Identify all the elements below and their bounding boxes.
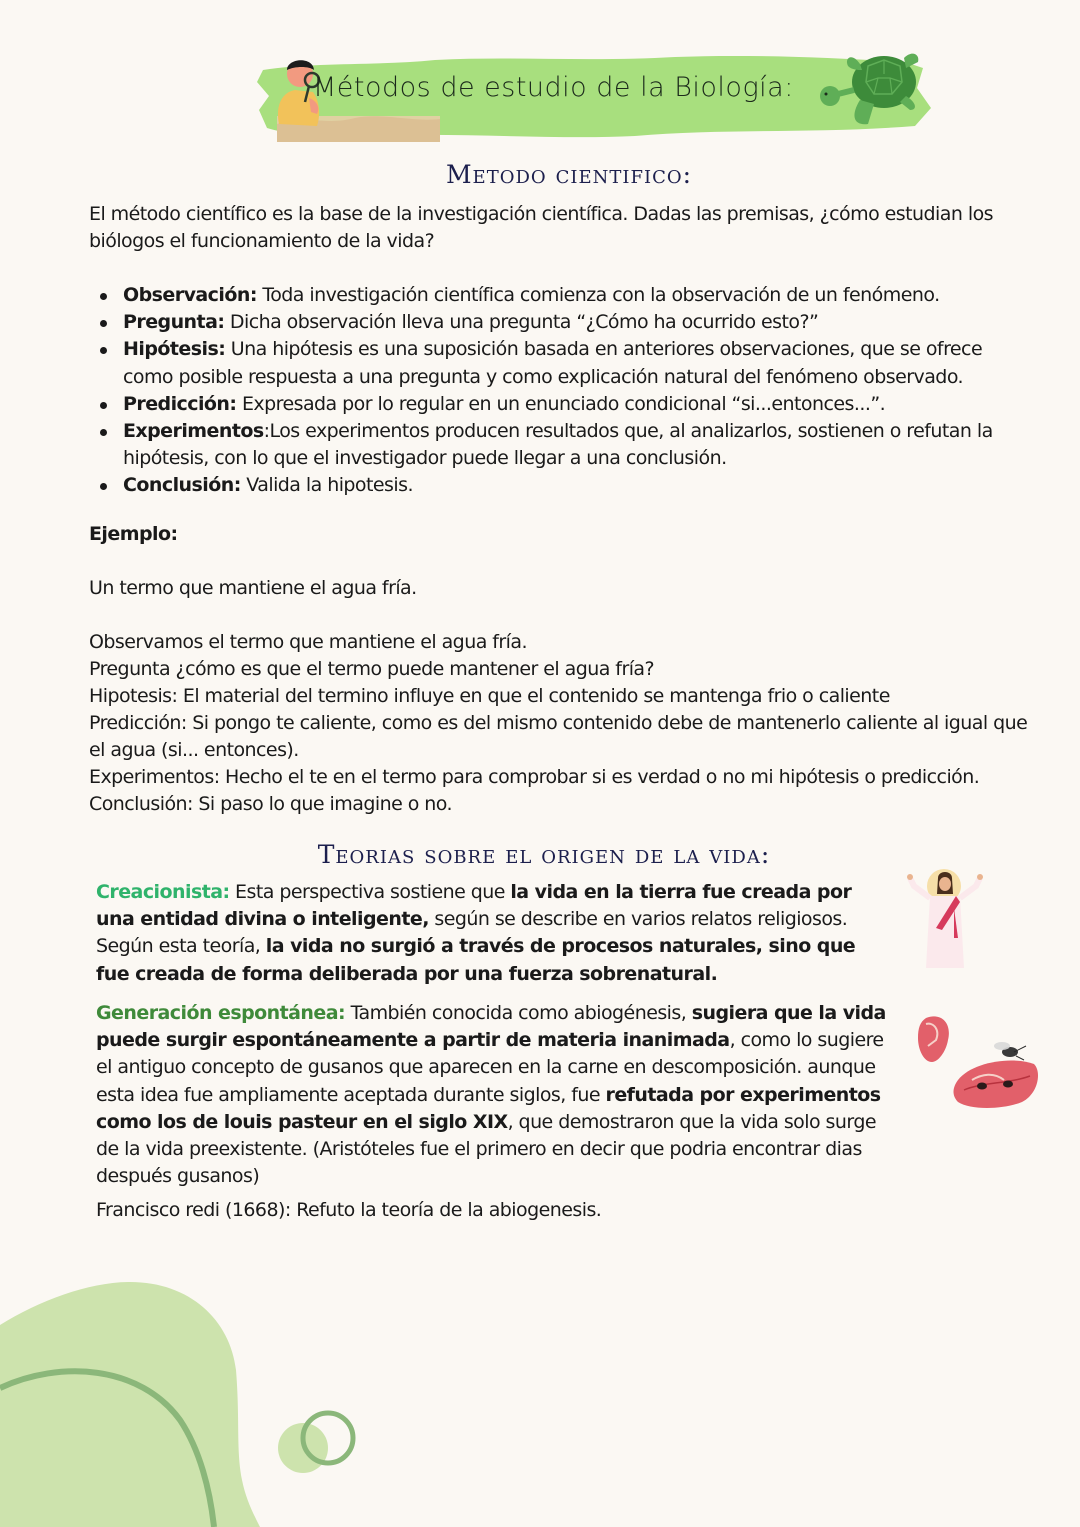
list-item — [96, 309, 1031, 336]
step-label: Pregunta: — [123, 311, 225, 334]
list-item — [96, 391, 1031, 418]
step-label: Experimentos — [123, 420, 264, 443]
theory-text: , que demostraron que la vida solo surge de la vida preexistente. (Aristóteles fue el primero en decir que podria encontrar dias después gusanos) — [96, 1110, 876, 1188]
step-text: Una hipótesis es una suposición basada en anteriores observaciones, que se ofrece como posible respuesta a una pregunta y como explicación natural del fenómeno observado. — [123, 338, 983, 388]
list-item — [96, 336, 1031, 390]
theory-text: Esta perspectiva sostiene que — [229, 881, 511, 903]
step-text: Valida la hipotesis. — [240, 474, 413, 497]
sea-turtle-icon — [808, 48, 928, 140]
theory-text: , como lo sugiere el antiguo concepto de gusanos que aparecen en la carne en descomposición. aunque esta idea fue ampliamente aceptada durante siglos, fue — [96, 1029, 884, 1106]
meat-with-flies-icon — [912, 1010, 1042, 1120]
list-item — [96, 418, 1031, 472]
step-text: :Los experimentos producen resultados que, al analizarlos, sostienen o refutan la hipótesis, con lo que el investigador puede llegar a una conclusión. — [123, 420, 993, 470]
theory-label: Generación espontánea: — [96, 1002, 346, 1024]
theory-emphasis: sugiera que la vida puede surgir espontáneamente a partir de materia inanimada — [96, 1002, 886, 1052]
theory-text: También conocida como abiogénesis, — [345, 1002, 692, 1024]
page-title: Métodos de estudio de la Biología: — [313, 72, 794, 103]
theory-creacionista — [96, 879, 891, 988]
theory-emphasis: la vida en la tierra fue creada por una entidad divina o inteligente, — [96, 881, 852, 931]
list-item — [96, 472, 1031, 499]
intro-paragraph: El método científico es la base de la investigación científica. Dadas las premisas, ¿cómo estudian los biólogos el funcionamiento de la vida? — [89, 203, 993, 252]
example-line: Experimentos: Hecho el te en el termo para comprobar si es verdad o no mi hipótesis o predicción. — [89, 766, 980, 788]
step-label: Conclusión: — [123, 474, 241, 497]
header-banner — [255, 48, 935, 140]
step-text: Toda investigación científica comienza con la observación de un fenómeno. — [256, 284, 940, 306]
theory-emphasis: la vida no surgió a través de procesos naturales, sino que fue creada de forma deliberada por una fuerza sobrenatural. — [96, 935, 856, 985]
step-label: Hipótesis: — [123, 338, 226, 361]
step-label: Observación: — [123, 284, 257, 306]
method-steps-list — [96, 282, 1031, 500]
example-line: Hipotesis: El material del termino influye en que el contenido se mantenga frio o caliente — [89, 685, 890, 707]
redi-note: Francisco redi (1668): Refuto la teoría de la abiogenesis. — [96, 1199, 602, 1221]
step-text: Expresada por lo regular en un enunciado condicional “si...entonces...”. — [236, 392, 886, 415]
example-line: Pregunta ¿cómo es que el termo puede mantener el agua fría? — [89, 658, 655, 680]
theory-label: Creacionista: — [96, 881, 230, 903]
example-line: Predicción: Si pongo te caliente, como es del mismo contenido debe de mantenerlo caliente al igual que el agua (si... entonces). — [89, 712, 1028, 761]
decorative-blob-shapes — [0, 1270, 400, 1527]
step-label: Predicción: — [123, 392, 237, 415]
example-subject: Un termo que mantiene el agua fría. — [89, 577, 417, 599]
example-line: Observamos el termo que mantiene el agua fría. — [89, 631, 527, 653]
theory-text: según se describe en varios relatos religiosos. Según esta teoría, — [96, 908, 848, 958]
example-heading: Ejemplo: — [89, 523, 178, 545]
section-title-metodo: Metodo cientifico: — [445, 160, 693, 189]
section-title-teorias: Teorias sobre el origen de la vida: — [317, 840, 771, 869]
theory-emphasis: refutada por experimentos como los de louis pasteur en el siglo XIX — [96, 1083, 881, 1133]
example-line: Conclusión: Si paso lo que imagine o no. — [89, 793, 452, 815]
step-text: Dicha observación lleva una pregunta “¿Cómo ha ocurrido esto?” — [224, 311, 819, 334]
jesus-illustration-icon — [900, 868, 990, 978]
list-item — [96, 282, 1031, 309]
theory-generacion-espontanea — [96, 1000, 896, 1190]
